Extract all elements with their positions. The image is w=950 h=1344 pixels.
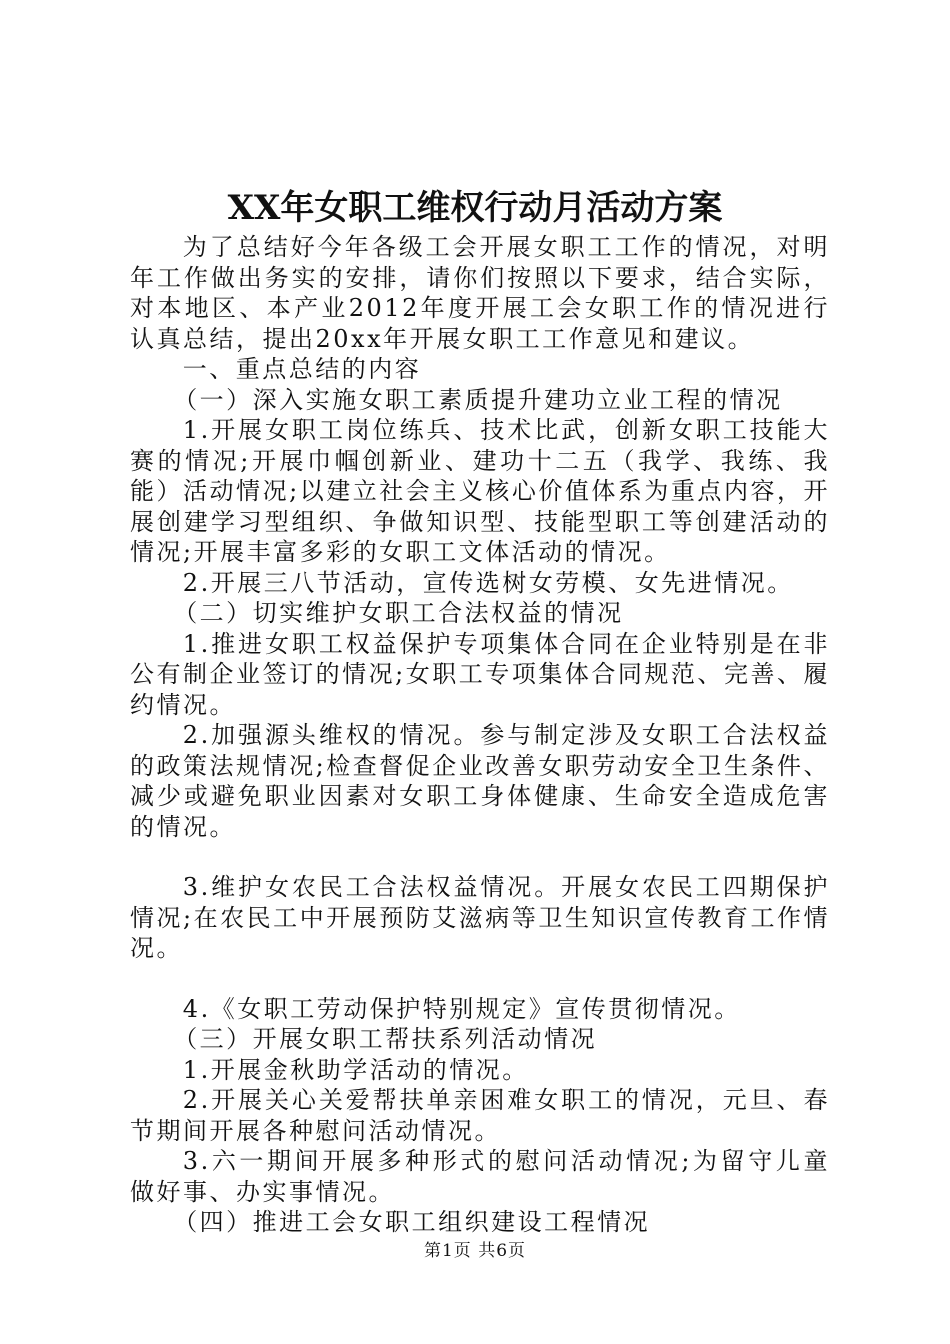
paragraph-spacer bbox=[130, 842, 830, 872]
intro-paragraph: 为了总结好今年各级工会开展女职工工作的情况，对明年工作做出务实的安排，请你们按照以下要求，结合实际，对本地区、本产业2012年度开展工会女职工作的情况进行认真总结，提出20xx年开展女职工工作意见和建议。 bbox=[130, 233, 830, 353]
list-item: 2.开展三八节活动，宣传选树女劳模、女先进情况。 bbox=[182, 568, 794, 597]
subsection-heading: （四）推进工会女职工组织建设工程情况 bbox=[173, 1208, 651, 1236]
list-item: 1.开展金秋助学活动的情况。 bbox=[182, 1055, 529, 1084]
document-title: XX年女职工维权行动月活动方案 bbox=[227, 188, 723, 228]
list-item: 1.推进女职工权益保护专项集体合同在企业特别是在非公有制企业签订的情况;女职工专项集体合同规范、完善、履约情况。 bbox=[130, 629, 830, 719]
document-body bbox=[130, 232, 830, 1238]
list-item: 2.开展关心关爱帮扶单亲困难女职工的情况，元旦、春节期间开展各种慰问活动情况。 bbox=[130, 1086, 830, 1145]
paragraph-spacer bbox=[130, 964, 830, 994]
page-footer: 第1页 共6页 bbox=[423, 1241, 527, 1261]
section-heading: 一、重点总结的内容 bbox=[182, 355, 422, 383]
subsection-heading: （三）开展女职工帮扶系列活动情况 bbox=[173, 1025, 598, 1053]
list-item: 1.开展女职工岗位练兵、技术比武，创新女职工技能大赛的情况;开展巾帼创新业、建功十二五（我学、我练、我能）活动情况;以建立社会主义核心价值体系为重点内容，开展创建学习型组织、争做知识型、技能型职工等创建活动的情况;开展丰富多彩的女职工文体活动的情况。 bbox=[130, 416, 830, 566]
list-item: 4.《女职工劳动保护特别规定》宣传贯彻情况。 bbox=[182, 994, 741, 1023]
list-item: 3.维护女农民工合法权益情况。开展女农民工四期保护情况;在农民工中开展预防艾滋病等卫生知识宣传教育工作情况。 bbox=[130, 873, 830, 962]
list-item: 3.六一期间开展多种形式的慰问活动情况;为留守儿童做好事、办实事情况。 bbox=[130, 1147, 830, 1206]
list-item: 2.加强源头维权的情况。参与制定涉及女职工合法权益的政策法规情况;检查督促企业改善女职劳动安全卫生条件、减少或避免职业因素对女职工身体健康、生命安全造成危害的情况。 bbox=[130, 721, 830, 841]
subsection-heading: （一）深入实施女职工素质提升建功立业工程的情况 bbox=[173, 385, 783, 414]
subsection-heading: （二）切实维护女职工合法权益的情况 bbox=[173, 599, 624, 627]
